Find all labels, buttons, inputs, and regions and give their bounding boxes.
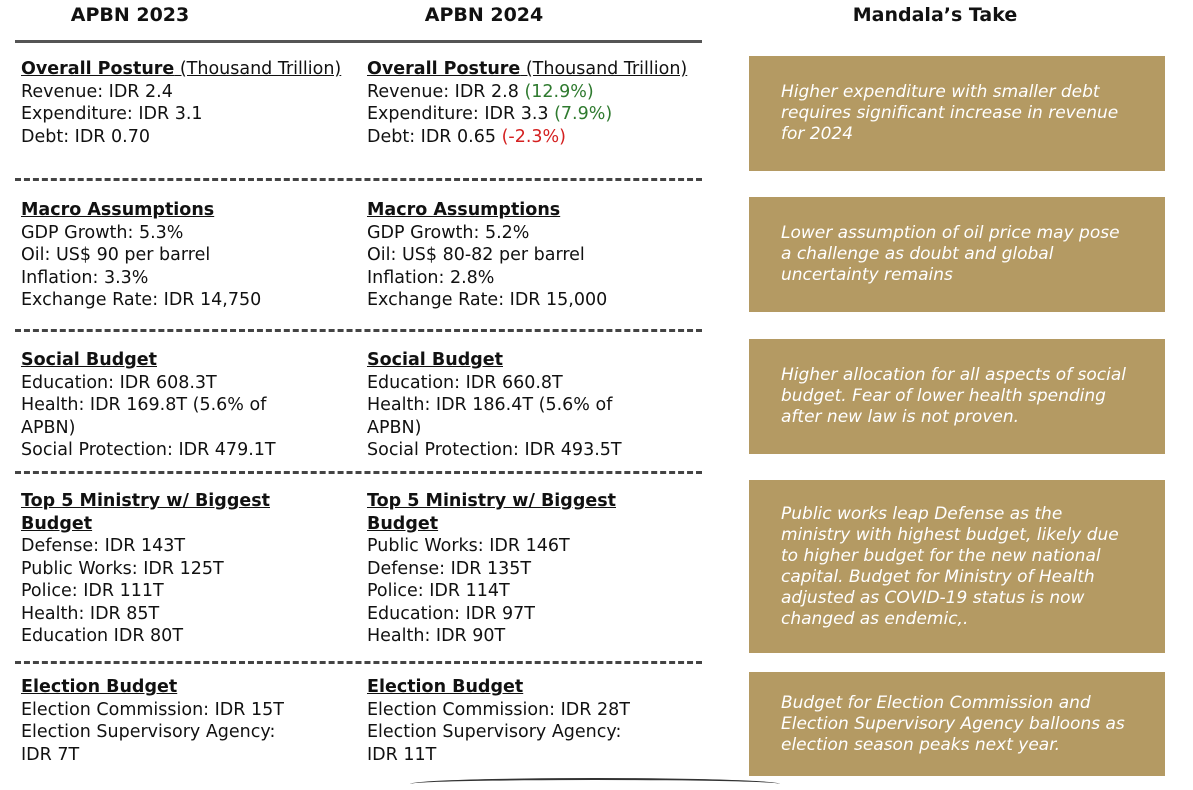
- section-macro-2023: [21, 199, 361, 312]
- header-apbn-2024: APBN 2024: [424, 4, 544, 26]
- list-item: Defense: IDR 135T: [367, 558, 532, 579]
- take-box-macro: Lower assumption of oil price may pose a challenge as doubt and global uncertainty remains: [749, 197, 1165, 312]
- section-title: Top 5 Ministry w/ Biggest: [21, 491, 270, 511]
- list-item: Health: IDR 85T: [21, 603, 160, 624]
- section-macro-2024: [367, 199, 707, 312]
- list-item: Oil: US$ 80-82 per barrel: [367, 245, 585, 265]
- section-title: Overall Posture: [21, 59, 175, 79]
- list-item: APBN): [367, 417, 422, 438]
- take-box-ministry: Public works leap Defense as the ministry with highest budget, likely due to higher budget for the new national capital. Budget for Ministry of Health adjusted as COVID-19 status is now changed as endemic,.: [749, 480, 1165, 653]
- section-social-2023: [21, 349, 361, 462]
- section-title: Overall Posture: [367, 59, 521, 79]
- section-overall-posture-2024: [367, 58, 707, 148]
- section-title: Election Budget: [367, 677, 524, 697]
- section-social-2024: [367, 349, 707, 462]
- section-divider: [15, 471, 702, 474]
- section-divider: [15, 329, 702, 332]
- list-item: Health: IDR 90T: [367, 626, 506, 646]
- list-item: Revenue: IDR 2.8 (12.9%): [367, 81, 594, 102]
- take-box-overall-posture: Higher expenditure with smaller debt requires significant increase in revenue for 2024: [749, 56, 1165, 171]
- list-item: Exchange Rate: IDR 15,000: [367, 290, 608, 310]
- list-item: Education: IDR 660.8T: [367, 372, 563, 393]
- list-item: APBN): [21, 417, 76, 438]
- change-value: (12.9%): [524, 81, 594, 102]
- list-item: Health: IDR 186.4T (5.6% of: [367, 395, 613, 415]
- section-unit: (Thousand Trillion): [520, 59, 688, 79]
- list-item: Education: IDR 97T: [367, 603, 535, 624]
- section-overall-posture-2023: [21, 58, 361, 148]
- list-item: Revenue: IDR 2.4: [21, 81, 173, 102]
- list-item: Election Supervisory Agency:: [21, 722, 276, 742]
- take-box-election: Budget for Election Commission and Election Supervisory Agency balloons as election season peaks next year.: [749, 672, 1165, 776]
- section-divider: [15, 661, 702, 664]
- header-apbn-2023: APBN 2023: [70, 4, 190, 26]
- list-item: Inflation: 3.3%: [21, 267, 149, 288]
- take-box-social: Higher allocation for all aspects of social budget. Fear of lower health spending after new law is not proven.: [749, 339, 1165, 454]
- list-item: Election Commission: IDR 28T: [367, 699, 630, 720]
- list-item: GDP Growth: 5.2%: [367, 222, 530, 243]
- list-item: Social Protection: IDR 479.1T: [21, 440, 276, 460]
- section-election-2023: [21, 676, 361, 766]
- section-ministry-2023: [21, 490, 361, 648]
- list-item: Social Protection: IDR 493.5T: [367, 440, 622, 460]
- section-title: Macro Assumptions: [367, 200, 561, 220]
- section-title: Election Budget: [21, 677, 178, 697]
- list-item: Public Works: IDR 146T: [367, 536, 570, 556]
- section-election-2024: [367, 676, 707, 766]
- section-ministry-2024: [367, 490, 707, 648]
- change-value: (7.9%): [554, 104, 613, 124]
- list-item: Education: IDR 608.3T: [21, 372, 217, 393]
- section-divider: [15, 178, 702, 181]
- section-unit: (Thousand Trillion): [174, 59, 342, 79]
- list-item: Debt: IDR 0.70: [21, 126, 150, 147]
- list-item: Health: IDR 169.8T (5.6% of: [21, 395, 267, 415]
- list-item: Debt: IDR 0.65 (-2.3%): [367, 126, 566, 147]
- list-item: Election Supervisory Agency:: [367, 722, 622, 742]
- section-title: Macro Assumptions: [21, 200, 215, 220]
- list-item: Education IDR 80T: [21, 626, 184, 646]
- list-item: Public Works: IDR 125T: [21, 558, 224, 579]
- list-item: Police: IDR 114T: [367, 581, 510, 601]
- section-title: Budget: [21, 513, 93, 534]
- list-item: IDR 11T: [367, 744, 437, 765]
- list-item: Defense: IDR 143T: [21, 536, 186, 556]
- list-item: GDP Growth: 5.3%: [21, 222, 184, 243]
- section-title: Social Budget: [367, 350, 503, 370]
- change-value: (-2.3%): [501, 126, 566, 147]
- list-item: Oil: US$ 90 per barrel: [21, 245, 211, 265]
- section-title: Social Budget: [21, 350, 157, 370]
- list-item: Police: IDR 111T: [21, 581, 164, 601]
- bottom-arc: [410, 778, 780, 790]
- list-item: Election Commission: IDR 15T: [21, 699, 284, 720]
- section-title: Budget: [367, 513, 439, 534]
- list-item: IDR 7T: [21, 744, 80, 765]
- section-title: Top 5 Ministry w/ Biggest: [367, 491, 616, 511]
- header-mandalas-take: Mandala’s Take: [852, 4, 1018, 26]
- list-item: Inflation: 2.8%: [367, 267, 495, 288]
- list-item: Expenditure: IDR 3.3 (7.9%): [367, 104, 613, 124]
- list-item: Expenditure: IDR 3.1: [21, 104, 203, 124]
- list-item: Exchange Rate: IDR 14,750: [21, 290, 262, 310]
- header-divider: [15, 40, 702, 43]
